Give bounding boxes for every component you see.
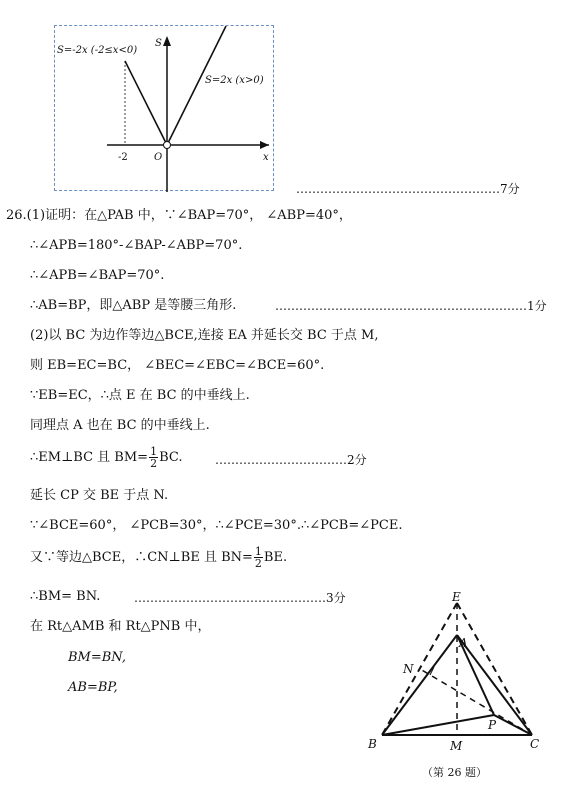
frac-num: 1 [150, 445, 158, 458]
line-14: 在 Rt△AMB 和 Rt△PNB 中， [30, 619, 211, 634]
frac-den: 2 [150, 457, 158, 470]
score-7: ……………………………………………7分 [296, 182, 520, 196]
line-9-b: BC. [159, 450, 183, 465]
line-12-a: 又∵等边△BCE，∴CN⊥BE 且 BN= [30, 550, 253, 565]
label-C: C [530, 737, 540, 751]
s-axis-label: S [155, 38, 162, 49]
label-B: B [368, 737, 377, 751]
line-12 [30, 546, 287, 569]
line-5: (2)以 BC 为边作等边△BCE,连接 EA 并延长交 BC 于点 M, [30, 328, 379, 343]
label-left-piece: S=-2x (-2≤x<0) [57, 45, 138, 56]
line-left-piece [125, 61, 167, 145]
line-7: ∵EB=EC，∴点 E 在 BC 的中垂线上. [30, 388, 250, 403]
line-4: ∴AB=BP，即△ABP 是等腰三角形. [30, 298, 237, 313]
tick-neg2: -2 [118, 152, 128, 163]
line-1: 26.(1)证明：在△PAB 中，∵∠BAP=70°， ∠ABP=40°， [6, 208, 352, 223]
segment-PC [494, 715, 532, 735]
x-axis-arrow [260, 141, 269, 149]
label-A: A [459, 636, 468, 650]
x-axis-label: x [263, 152, 269, 163]
line-11: ∵∠BCE=60°， ∠PCB=30°，∴∠PCE=30°.∴∠PCB=∠PCE. [30, 518, 403, 533]
fraction-half-2 [254, 546, 263, 569]
score-2: ……………………………2分 [215, 453, 367, 467]
frac-num-2: 1 [254, 545, 262, 558]
line-6: 则 EB=EC=BC， ∠BEC=∠EBC=∠BCE=60°. [30, 358, 325, 373]
label-right-piece: S=2x (x>0) [205, 75, 264, 86]
line-3: ∴∠APB=∠BAP=70°. [30, 268, 165, 283]
line-10: 延长 CP 交 BE 于点 N. [30, 488, 169, 503]
s-axis-arrow [163, 36, 171, 46]
line-13: ∴BM= BN. [30, 589, 101, 604]
label-E: E [452, 590, 461, 604]
line-8: 同理点 A 也在 BC 的中垂线上. [30, 418, 210, 433]
line-15: BM=BN, [68, 650, 126, 665]
label-M: M [450, 739, 463, 753]
score-1: ………………………………………………………1分 [275, 299, 547, 313]
frac-den-2: 2 [254, 557, 262, 570]
triangle-figure [360, 585, 560, 785]
line-16: AB=BP, [68, 680, 118, 695]
line-9 [30, 446, 182, 469]
label-P: P [488, 718, 497, 732]
score-3: …………………………………………3分 [134, 591, 346, 605]
segment-BP [382, 715, 494, 735]
line-2: ∴∠APB=180°-∠BAP-∠ABP=70°. [30, 238, 243, 253]
function-graph-svg [55, 26, 275, 192]
line-9-a: ∴EM⊥BC 且 BM= [30, 450, 149, 465]
function-graph [54, 25, 274, 191]
fraction-half [149, 446, 158, 469]
origin-label: O [154, 152, 163, 163]
figure-caption: （第 26 题） [422, 766, 487, 779]
origin-open-circle [164, 142, 171, 149]
label-N: N [403, 662, 414, 676]
line-12-b: BE. [263, 550, 288, 565]
side-EB [382, 603, 457, 735]
